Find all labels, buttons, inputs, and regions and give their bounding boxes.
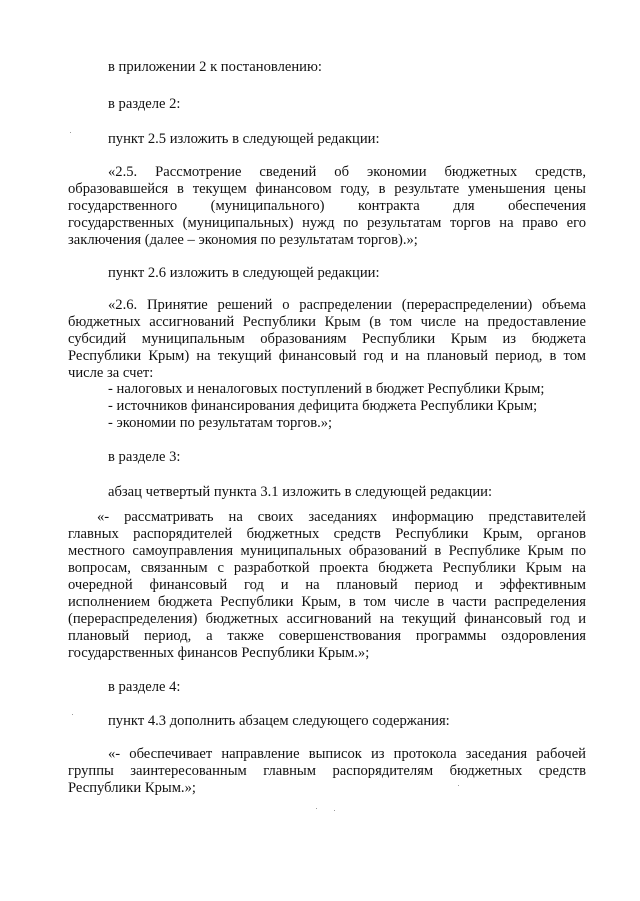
section-2-heading: в разделе 2: bbox=[108, 96, 181, 112]
scan-speck bbox=[70, 132, 71, 133]
scan-speck bbox=[334, 810, 335, 811]
section-3-heading: в разделе 3: bbox=[108, 449, 181, 465]
p43-instruction: пункт 4.3 дополнить абзацем следующего содержания: bbox=[108, 713, 450, 729]
paragraph-line: государственных финансов Республики Крым.»; bbox=[68, 645, 370, 661]
p25-instruction: пункт 2.5 изложить в следующей редакции: bbox=[108, 131, 380, 147]
list-item: - налоговых и неналоговых поступлений в бюджет Республики Крым; bbox=[108, 381, 545, 397]
paragraph-line: государственных (муниципальных) нужд по результатам торгов на право его bbox=[68, 215, 586, 231]
paragraph-line: местного самоуправления муниципальных образований в Республике Крым по bbox=[68, 543, 586, 559]
scan-speck bbox=[458, 785, 459, 786]
list-item: - экономии по результатам торгов.»; bbox=[108, 415, 333, 431]
scan-speck bbox=[316, 808, 317, 809]
paragraph-line: главных распорядителей бюджетных средств Республики Крым, органов bbox=[68, 526, 586, 542]
p31-instruction: абзац четвертый пункта 3.1 изложить в следующей редакции: bbox=[108, 484, 493, 500]
paragraph-line: субсидий муниципальным образованиям Республики Крым из бюджета bbox=[68, 331, 586, 347]
paragraph-line: «- обеспечивает направление выписок из протокола заседания рабочей bbox=[108, 746, 586, 762]
paragraph-line: заключения (далее – экономия по результатам торгов).»; bbox=[68, 232, 418, 248]
scan-speck bbox=[72, 714, 73, 715]
paragraph-line: группы заинтересованным главным распорядителям бюджетных средств bbox=[68, 763, 586, 779]
paragraph-line: (перераспределения) бюджетных ассигнований на текущий финансовый год и bbox=[68, 611, 586, 627]
paragraph-line: плановый период, а также совершенствования программы оздоровления bbox=[68, 628, 586, 644]
paragraph-line: «2.6. Принятие решений о распределении (перераспределении) объема bbox=[108, 297, 586, 313]
list-item: - источников финансирования дефицита бюджета Республики Крым; bbox=[108, 398, 538, 414]
p26-instruction: пункт 2.6 изложить в следующей редакции: bbox=[108, 265, 380, 281]
paragraph-line: числе за счет: bbox=[68, 365, 154, 381]
paragraph-line: бюджетных ассигнований Республики Крым (в том числе на предоставление bbox=[68, 314, 586, 330]
intro-line: в приложении 2 к постановлению: bbox=[108, 59, 322, 75]
paragraph-line: Республики Крым.»; bbox=[68, 780, 196, 796]
paragraph-line: Республики Крым) на текущий финансовый год и на плановый период, в том bbox=[68, 348, 586, 364]
paragraph-line: вопросам, связанным с разработкой проекта бюджета Республики Крым на bbox=[68, 560, 586, 576]
paragraph-line: образовавшейся в текущем финансовом году, в результате уменьшения цены bbox=[68, 181, 586, 197]
paragraph-line: государственного (муниципального) контракта для обеспечения bbox=[68, 198, 586, 214]
paragraph-line: очередной финансовый год и на плановый период и эффективным bbox=[68, 577, 586, 593]
paragraph-line: «2.5. Рассмотрение сведений об экономии бюджетных средств, bbox=[108, 164, 586, 180]
section-4-heading: в разделе 4: bbox=[108, 679, 181, 695]
paragraph-line: исполнением бюджета Республики Крым, в том числе в части распределения bbox=[68, 594, 586, 610]
paragraph-line: «- рассматривать на своих заседаниях информацию представителей bbox=[97, 509, 586, 525]
